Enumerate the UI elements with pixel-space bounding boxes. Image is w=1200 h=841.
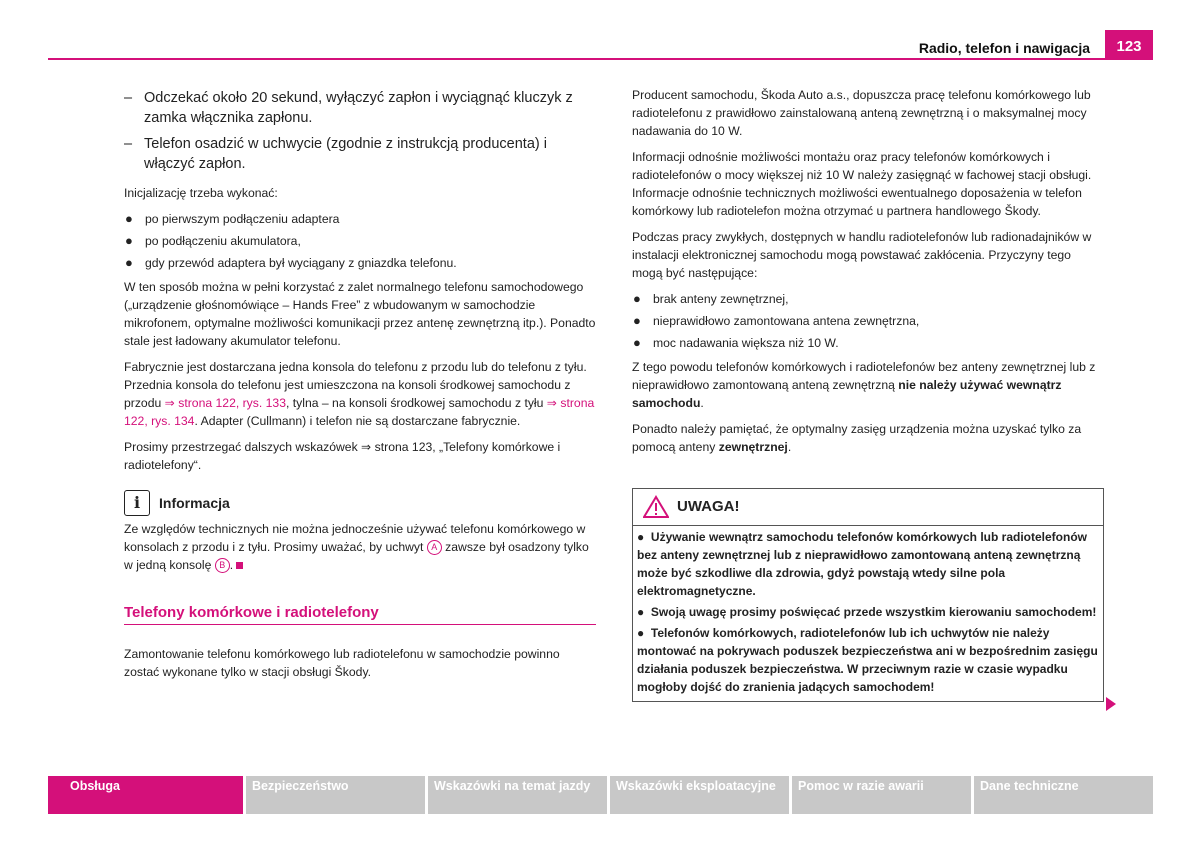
step-item: – Telefon osadzić w uchwycie (zgodnie z instrukcją producenta) i włączyć zapłon.	[124, 134, 596, 174]
right-column	[632, 86, 1104, 464]
tab-wskazowki-jazdy[interactable]: Wskazówki na temat jazdy	[428, 776, 607, 814]
page-reference-link[interactable]: ⇒ strona 122, rys. 134	[124, 396, 595, 428]
chapter-tabs	[48, 776, 1153, 814]
paragraph: Producent samochodu, Škoda Auto a.s., dopuszcza pracę telefonu komórkowego lub radiotelefonu z prawidłowo zainstalowaną anteną zewnętrzną i o maksymalnej mocy nadawania do 10 W.	[632, 88, 1091, 138]
bullet-icon: ●	[633, 291, 641, 306]
list-item: ● po podłączeniu akumulatora,	[125, 233, 301, 248]
left-column	[124, 88, 596, 689]
warning-item: ● Telefonów komórkowych, radiotelefonów lub ich uchwytów nie należy montować na pokrywach poduszek bezpieczeństwa ani w bezpośrednim zasięgu działania poduszek bezpieczeństwa. W przeciwnym razie w czasie wypadku mogłoby dojść do zranienia jadących samochodem!	[637, 626, 1098, 694]
paragraph: Ponadto należy pamiętać, że optymalny zasięg urządzenia można uzyskać tylko za pomocą anteny zewnętrznej.	[632, 422, 1082, 454]
tab-bezpieczenstwo[interactable]: Bezpieczeństwo	[246, 776, 425, 814]
paragraph: Z tego powodu telefonów komórkowych i radiotelefonów bez anteny zewnętrznej lub z nieprawidłowo zamontowaną anteną zewnętrzną nie należy używać wewnątrz samochodu.	[632, 360, 1096, 410]
tab-wskazowki-eksploatacyjne[interactable]: Wskazówki eksploatacyjne	[610, 776, 789, 814]
tab-obsluga[interactable]: Obsługa	[48, 776, 243, 814]
paragraph: Podczas pracy zwykłych, dostępnych w handlu radiotelefonów lub radionadajników w instalacji elektronicznej samochodu mogą powstawać zakłócenia. Przyczyny tego mogą być następujące:	[632, 230, 1092, 280]
bullet-icon: ●	[125, 255, 133, 270]
list-item: ● po pierwszym podłączeniu adaptera	[125, 211, 340, 226]
bullet-icon: ●	[637, 626, 651, 640]
bullet-icon: ●	[633, 313, 641, 328]
paragraph: W ten sposób można w pełni korzystać z zalet normalnego telefonu samochodowego („urządzenie głośnomówiące – Hands Free” z wbudowanym w samochodzie mikrofonem, optymalne możliwości komunikacji przez antenę zewnętrzną itp.). Ponadto stale jest ładowany akumulator telefonu.	[124, 280, 596, 348]
paragraph: Informacji odnośnie możliwości montażu oraz pracy telefonów komórkowych i radiotelefonów o mocy większej niż 10 W należy zasięgnąć w fachowej stacji obsługi. Informacje odnośnie technicznych możliwości ewentualnego doposażenia w telefon komórkowy lub radiotelefon można otrzymać u partnera handlowego Škody.	[632, 150, 1092, 218]
init-intro: Inicjalizację trzeba wykonać:	[124, 186, 278, 200]
section-end-icon	[236, 562, 243, 569]
step-list	[124, 88, 596, 174]
info-title: Informacja	[159, 495, 230, 511]
tab-pomoc-awarii[interactable]: Pomoc w razie awarii	[792, 776, 971, 814]
init-bullet-list	[124, 210, 596, 272]
list-item: ● gdy przewód adaptera był wyciągany z gniazdka telefonu.	[125, 255, 457, 270]
list-item: ● nieprawidłowo zamontowana antena zewnętrzna,	[633, 313, 920, 328]
tab-dane-techniczne[interactable]: Dane techniczne	[974, 776, 1153, 814]
warning-item: ● Używanie wewnątrz samochodu telefonów komórkowych lub radiotelefonów bez anteny zewnętrznej lub z nieprawidłowo zamontowaną anteną zewnętrzną może być szkodliwe dla zdrowia, gdyż powstają wtedy silne pola elektromagnetyczne.	[637, 530, 1087, 598]
bullet-icon: ●	[637, 605, 651, 619]
list-item: ● moc nadawania większa niż 10 W.	[633, 335, 839, 350]
marker-b-icon: B	[215, 558, 230, 573]
info-header	[124, 490, 596, 516]
warning-box	[632, 488, 1104, 702]
page-number: 123	[1105, 30, 1153, 60]
section-title: Telefony komórkowe i radiotelefony	[124, 604, 596, 625]
bullet-icon: ●	[125, 233, 133, 248]
continue-arrow-icon	[1106, 697, 1116, 711]
bullet-icon: ●	[637, 530, 651, 544]
cause-bullet-list	[632, 290, 1104, 352]
info-text: Ze względów technicznych nie można jednocześnie używać telefonu komórkowego w konsolach z przodu i z tyłu. Prosimy uważać, by uchwyt A zawsze był osadzony tylko w jedną konsolę B .	[124, 522, 589, 572]
step-item: – Odczekać około 20 sekund, wyłączyć zapłon i wyciągnąć kluczyk z zamka włącznika zapłonu.	[124, 88, 596, 128]
warning-item: ● Swoją uwagę prosimy poświęcać przede wszystkim kierowaniu samochodem!	[637, 605, 1097, 619]
warning-body	[633, 526, 1103, 701]
marker-a-icon: A	[427, 540, 442, 555]
warning-header	[633, 489, 1103, 526]
bullet-icon: ●	[633, 335, 641, 350]
header-rule	[48, 58, 1153, 60]
paragraph: Prosimy przestrzegać dalszych wskazówek ⇒ strona 123, „Telefony komórkowe i radiotelefony“.	[124, 440, 561, 472]
info-icon: i	[124, 490, 150, 516]
bullet-icon: ●	[125, 211, 133, 226]
paragraph: Fabrycznie jest dostarczana jedna konsola do telefonu z przodu lub do telefonu z tyłu. Przednia konsola do telefonu jest umieszczona na konsoli środkowej samochodu z przodu ⇒ strona 122, rys. 133, tylna – na konsoli środkowej samochodu z tyłu ⇒ strona 122, rys. 134. Adapter (Cullmann) i telefon nie są dostarczane fabrycznie.	[124, 360, 595, 428]
paragraph: Zamontowanie telefonu komórkowego lub radiotelefonu w samochodzie powinno zostać wykonane tylko w stacji obsługi Škody.	[124, 647, 560, 679]
page-reference-link[interactable]: ⇒ strona 122, rys. 133	[164, 396, 286, 410]
chapter-title: Radio, telefon i nawigacja	[918, 40, 1090, 56]
list-item: ● brak anteny zewnętrznej,	[633, 291, 789, 306]
warning-title: UWAGA!	[677, 498, 740, 515]
warning-triangle-icon	[643, 495, 669, 519]
